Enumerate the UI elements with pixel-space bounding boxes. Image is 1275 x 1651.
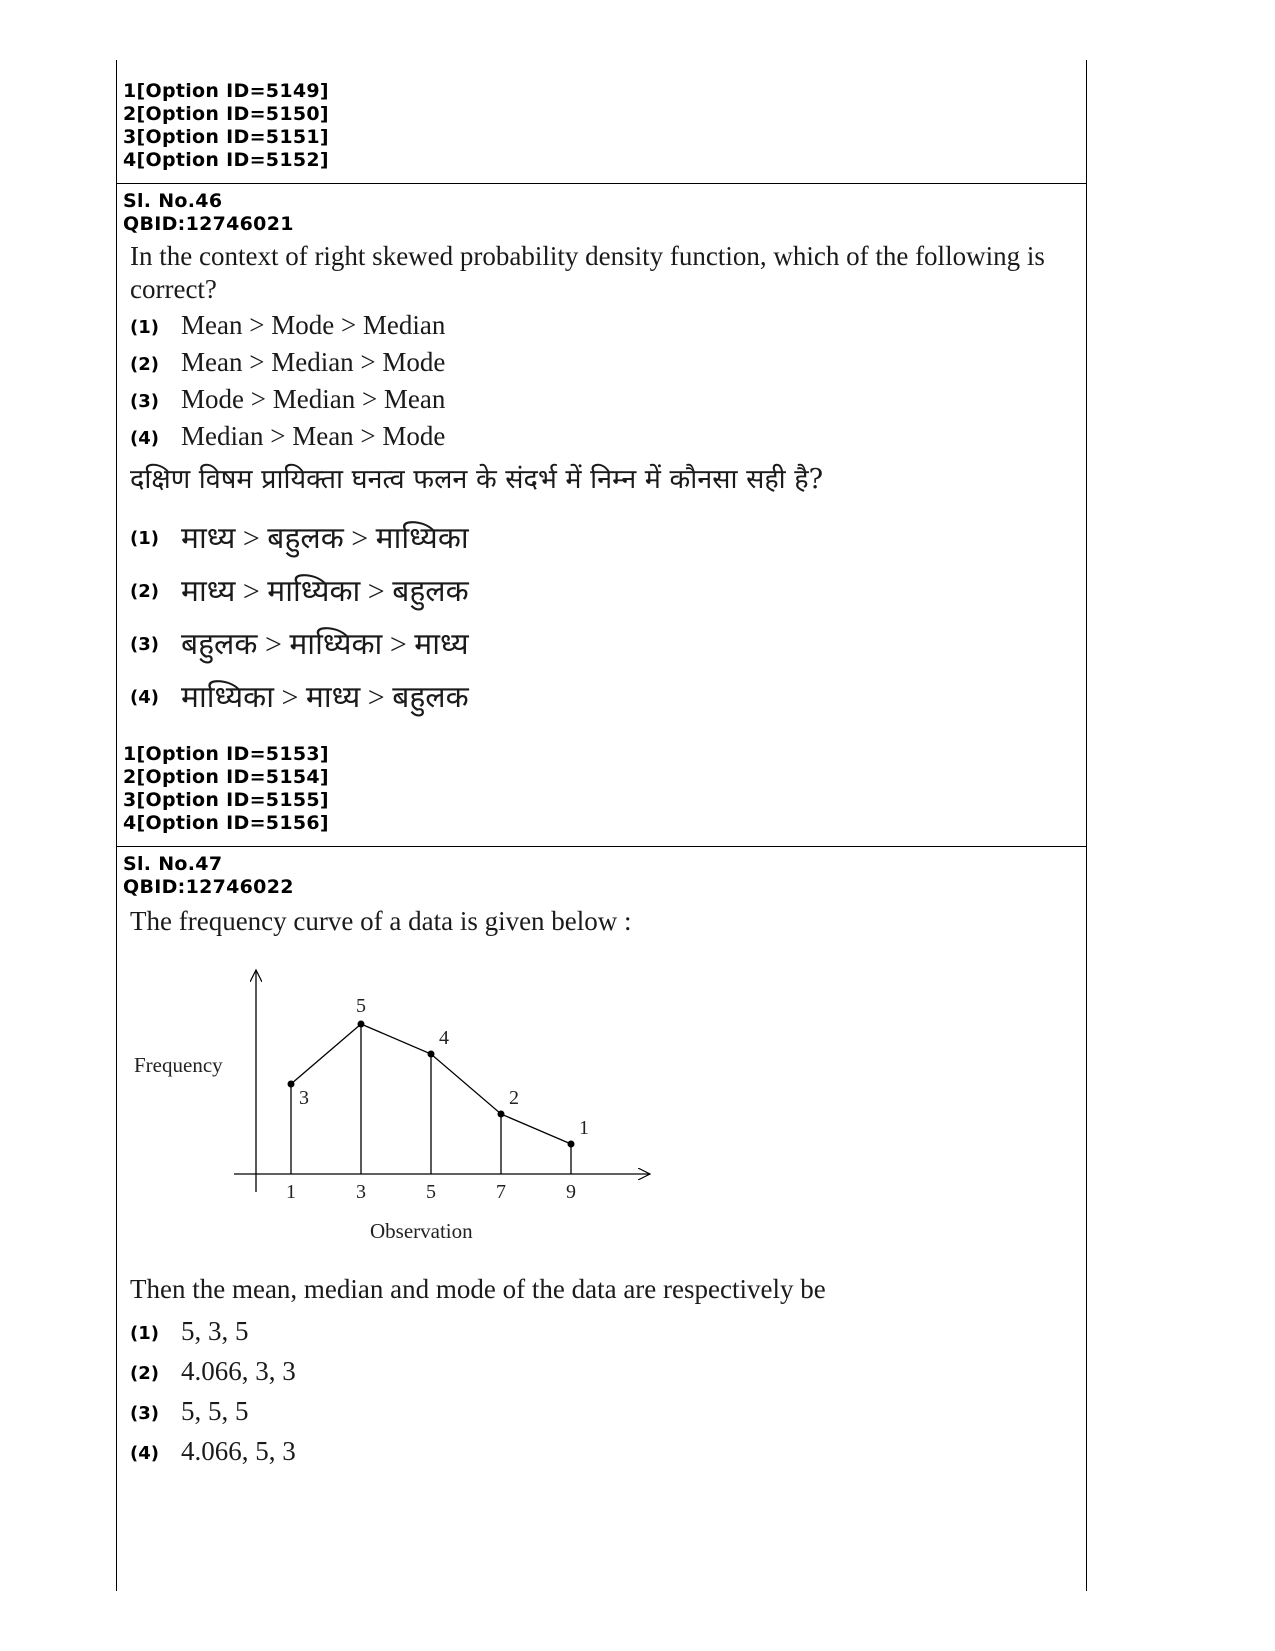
x-axis-label: Observation [370,1219,473,1243]
option-item [123,1394,1078,1434]
option-text: माध्य > माध्यिका > बहुलक [181,575,469,608]
option-number: (3) [130,391,159,412]
top-option-ids [123,80,1078,172]
option-item [123,669,1078,722]
data-point [498,1111,505,1118]
option-text: माध्यिका > माध्य > बहुलक [181,681,469,714]
q47-question-en: The frequency curve of a data is given below : [130,906,632,936]
option-number: (4) [130,687,159,708]
q47-options [123,1314,1078,1474]
option-text: Mode > Median > Mean [181,384,446,414]
option-text: Mean > Mode > Median [181,310,446,340]
option-text: बहुलक > माध्यिका > माध्य [181,628,469,661]
option-text: माध्य > बहुलक > माध्यिका [181,522,469,555]
serial-number: Sl. No.46 [123,190,223,212]
serial-number: Sl. No.47 [123,853,223,875]
q46-options-hi [123,510,1078,722]
qbid: QBID:12746021 [123,213,294,235]
option-item [123,1314,1078,1354]
q46-question-en: In the context of right skewed probability density function, which of the following is correct? [130,241,1045,304]
option-text: Mean > Median > Mode [181,347,446,377]
point-label: 1 [579,1117,589,1139]
option-id: 2[Option ID=5154] [123,766,329,788]
option-item [123,308,1078,345]
point-label: 5 [356,995,366,1017]
option-id: 3[Option ID=5151] [123,126,329,148]
option-number: (1) [130,317,159,338]
divider [116,846,1087,847]
option-text: 5, 3, 5 [181,1316,249,1346]
option-id: 4[Option ID=5152] [123,149,329,171]
option-item [123,345,1078,382]
left-border [116,60,117,1591]
tick-label: 1 [286,1181,296,1203]
data-point [288,1081,295,1088]
option-id: 4[Option ID=5156] [123,812,329,834]
q47-meta [123,853,1078,899]
tick-label: 7 [496,1181,506,1203]
point-label: 2 [509,1087,519,1109]
option-number: (1) [130,528,159,549]
data-point [568,1141,575,1148]
option-number: (3) [130,634,159,655]
option-number: (2) [130,581,159,602]
option-item [123,419,1078,456]
option-item [123,616,1078,669]
option-text: Median > Mean > Mode [181,421,446,451]
q46-options-en [123,308,1078,456]
option-id: 1[Option ID=5149] [123,80,329,102]
option-item [123,510,1078,563]
option-number: (2) [130,354,159,375]
point-label: 4 [439,1027,449,1049]
qbid: QBID:12746022 [123,876,294,898]
option-item [123,1434,1078,1474]
divider [116,183,1087,184]
y-axis-label: Frequency [134,1053,223,1077]
tick-label: 9 [566,1181,576,1203]
data-point [428,1051,435,1058]
option-item [123,563,1078,616]
option-text: 4.066, 3, 3 [181,1356,296,1386]
option-item [123,382,1078,419]
option-item [123,1354,1078,1394]
option-number: (4) [130,1443,159,1464]
option-id: 1[Option ID=5153] [123,743,329,765]
q46-question-hi: दक्षिण विषम प्रायिक्ता घनत्व फलन के संदर्भ में निम्न में कौनसा सही है? [130,464,824,495]
data-point [358,1021,365,1028]
frequency-chart [116,960,676,1250]
q47-question-tail: Then the mean, median and mode of the data are respectively be [130,1274,826,1304]
option-id: 2[Option ID=5150] [123,103,329,125]
option-number: (1) [130,1323,159,1344]
option-number: (4) [130,428,159,449]
point-label: 3 [299,1087,309,1109]
option-text: 4.066, 5, 3 [181,1436,296,1466]
option-text: 5, 5, 5 [181,1396,249,1426]
option-number: (2) [130,1363,159,1384]
tick-label: 3 [356,1181,366,1203]
tick-label: 5 [426,1181,436,1203]
option-number: (3) [130,1403,159,1424]
q46-option-ids [123,743,1078,835]
q46-meta [123,190,1078,236]
option-id: 3[Option ID=5155] [123,789,329,811]
right-border [1086,60,1087,1591]
